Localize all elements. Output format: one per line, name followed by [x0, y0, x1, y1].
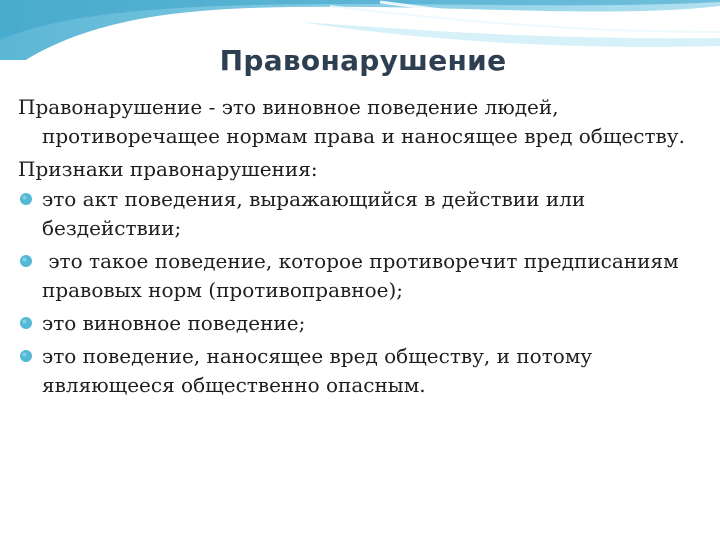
list-item [18, 309, 708, 338]
slide-body [18, 93, 708, 404]
bullet-dot-icon [19, 349, 33, 363]
bullet-dot-icon [19, 254, 33, 268]
list-item-text: это поведение, наносящее вред обществу, и потому являющееся общественно опасным. [42, 344, 593, 397]
signs-list [18, 185, 708, 400]
list-item [18, 342, 708, 400]
definition-text: Правонарушение - это виновное поведение людей, противоречащее нормам права и наносящее вред обществу. [18, 95, 685, 148]
bullet-dot-icon [19, 316, 33, 330]
list-item [18, 247, 708, 305]
signs-heading: Признаки правонарушения: [18, 157, 318, 181]
list-item-text: это виновное поведение; [42, 311, 306, 335]
list-item-text: это такое поведение, которое противоречит предписаниям правовых норм (противоправное); [42, 249, 686, 302]
list-item [18, 185, 708, 243]
bullet-dot-icon [19, 192, 33, 206]
list-item-text: это акт поведения, выражающийся в действии или бездействии; [42, 187, 586, 240]
slide-title: Правонарушение [219, 44, 507, 77]
